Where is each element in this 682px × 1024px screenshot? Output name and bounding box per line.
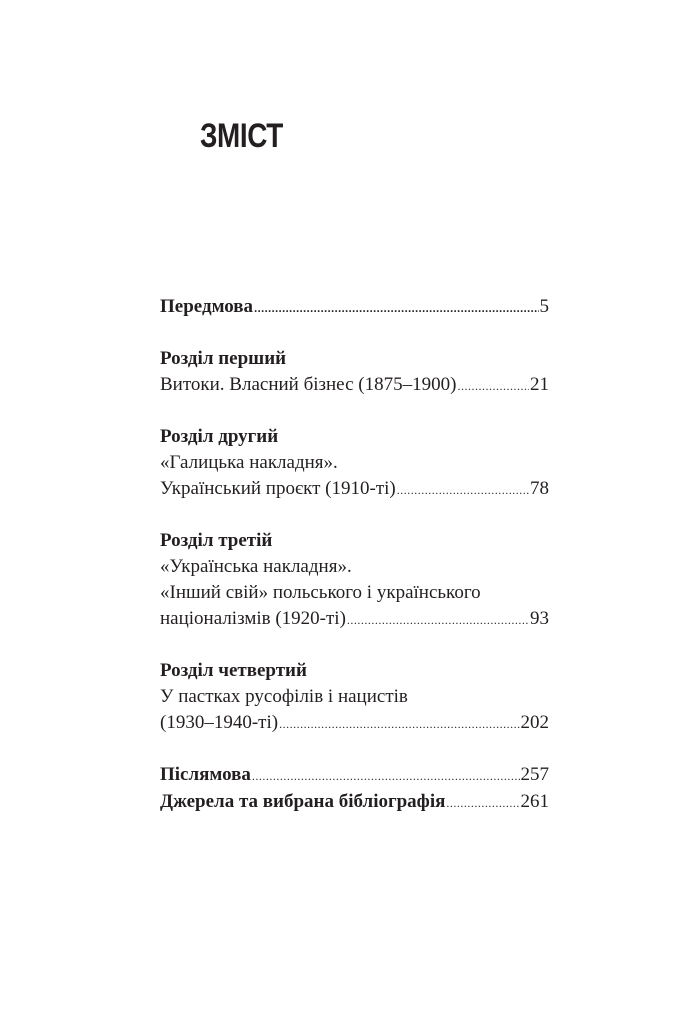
- dot-leader: [446, 790, 519, 816]
- toc-page-number: 93: [530, 608, 549, 629]
- toc-page-number: 78: [530, 478, 549, 499]
- toc-entry-label: Джерела та вибрана бібліографія: [160, 791, 446, 812]
- toc-chapter-2[interactable]: [160, 424, 549, 503]
- table-of-contents: [160, 294, 549, 816]
- dot-leader: [347, 607, 529, 633]
- toc-entry-label: Післямова: [160, 764, 251, 785]
- toc-entry-label: Передмова: [160, 296, 254, 317]
- toc-page-number: 261: [520, 791, 549, 812]
- toc-page-number: 257: [520, 764, 549, 785]
- toc-chapter-1[interactable]: [160, 346, 549, 399]
- chapter-heading: Розділ четвертий: [160, 660, 307, 681]
- toc-page-number: 202: [520, 712, 549, 733]
- chapter-title-line: «Галицька накладня».: [160, 452, 338, 473]
- dot-leader: [397, 477, 529, 503]
- toc-entry-sources[interactable]: [160, 789, 549, 816]
- dot-leader: [254, 295, 538, 321]
- chapter-title-line: У пастках русофілів і нацистів: [160, 686, 408, 707]
- toc-entry-preface[interactable]: [160, 294, 549, 321]
- toc-chapter-3[interactable]: [160, 528, 549, 633]
- dot-leader: [279, 711, 519, 737]
- toc-chapter-4[interactable]: [160, 658, 549, 737]
- toc-page-number: 5: [539, 296, 549, 317]
- toc-entry-afterword[interactable]: [160, 762, 549, 789]
- chapter-heading: Розділ другий: [160, 426, 279, 447]
- chapter-title: (1930–1940-ті): [160, 712, 279, 733]
- chapter-heading: Розділ третій: [160, 530, 273, 551]
- chapter-title: Український проєкт (1910-ті): [160, 478, 396, 499]
- page-title: ЗМІСТ: [200, 117, 283, 155]
- dot-leader: [252, 763, 520, 789]
- chapter-title-line: «Інший свій» польського і українського: [160, 582, 481, 603]
- dot-leader: [457, 373, 529, 399]
- chapter-title: Витоки. Власний бізнес (1875–1900): [160, 374, 457, 395]
- toc-page-number: 21: [530, 374, 549, 395]
- chapter-title-line: «Українська накладня».: [160, 556, 352, 577]
- chapter-heading: Розділ перший: [160, 348, 287, 369]
- chapter-title: націоналізмів (1920-ті): [160, 608, 346, 629]
